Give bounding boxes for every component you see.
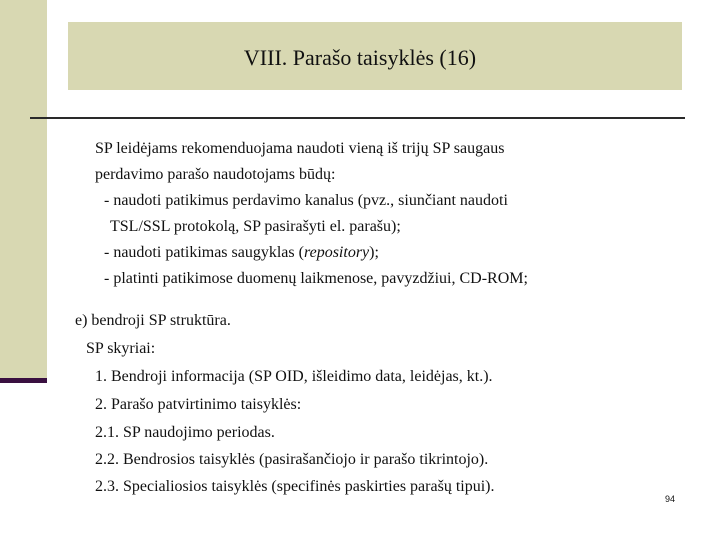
body-line-with-emphasis [104,243,379,263]
page-number: 94 [665,494,676,504]
body-line: - platinti patikimose duomenų laikmenose, pavyzdžiui, CD-ROM; [104,270,528,287]
body-line-part: ); [369,244,379,261]
section-heading: e) bendroji SP struktūra. [75,312,231,329]
body-line: - naudoti patikimus perdavimo kanalus (pvz., siunčiant naudoti [104,192,508,209]
list-item: 2.2. Bendrosios taisyklės (pasirašančiojo ir parašo tikrintojo). [95,451,489,468]
slide-title: VIII. Parašo taisyklės (16) [243,45,477,70]
body-line: SP skyriai: [86,340,156,357]
emphasized-term: repository [303,244,370,261]
body-line-part: - naudoti patikimas saugyklas ( [104,244,304,261]
list-item: 2.1. SP naudojimo periodas. [95,424,275,441]
list-item: 2. Parašo patvirtinimo taisyklės: [95,396,302,413]
list-item: 2.3. Specialiosios taisyklės (specifinės paskirties parašų tipui). [95,478,495,495]
body-line: TSL/SSL protokolą, SP pasirašyti el. parašu); [110,218,401,235]
body-line: SP leidėjams rekomenduojama naudoti vieną iš trijų SP saugaus [95,140,505,157]
list-item: 1. Bendroji informacija (SP OID, išleidimo data, leidėjas, kt.). [95,368,493,385]
body-line: perdavimo parašo naudotojams būdų: [95,166,336,183]
